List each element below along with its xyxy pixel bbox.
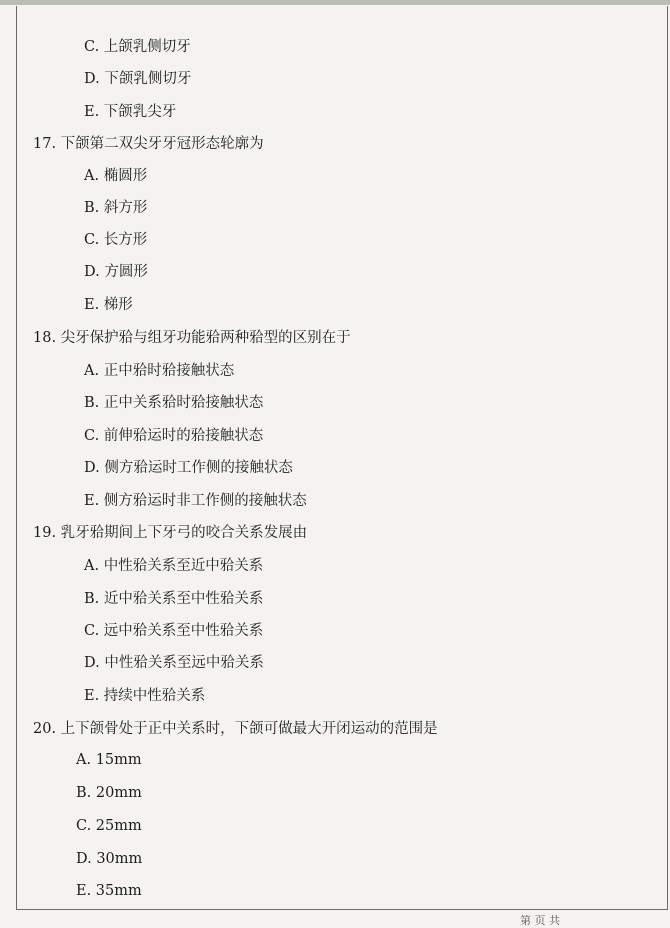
page-border-bottom bbox=[16, 909, 668, 910]
page-footer: 第 页 共 bbox=[520, 914, 560, 927]
option-17b: B. 斜方形 bbox=[84, 200, 148, 216]
option-17d: D. 方圆形 bbox=[84, 264, 148, 280]
page-border-left bbox=[16, 6, 17, 910]
option-18a: A. 正中𬌗时𬌗接触状态 bbox=[84, 363, 235, 379]
option-20d: D. 30mm bbox=[76, 851, 143, 867]
page-border-right bbox=[667, 6, 668, 910]
option-18c: C. 前伸𬌗运时的𬌗接触状态 bbox=[84, 428, 264, 444]
question-17: 17. 下颌第二双尖牙牙冠形态轮廓为 bbox=[33, 136, 264, 152]
option-20a: A. 15mm bbox=[76, 752, 142, 768]
option-17c: C. 长方形 bbox=[84, 232, 148, 248]
option-19b: B. 近中𬌗关系至中性𬌗关系 bbox=[84, 591, 264, 607]
question-18: 18. 尖牙保护𬌗与组牙功能𬌗两种𬌗型的区别在于 bbox=[33, 330, 351, 346]
scan-top-edge bbox=[0, 0, 670, 5]
option-16e: E. 下颌乳尖牙 bbox=[84, 104, 177, 120]
option-19e: E. 持续中性𬌗关系 bbox=[84, 688, 206, 704]
option-16c: C. 上颌乳侧切牙 bbox=[84, 39, 191, 55]
option-19d: D. 中性𬌗关系至远中𬌗关系 bbox=[84, 655, 264, 671]
option-20e: E. 35mm bbox=[76, 883, 142, 899]
option-17a: A. 椭圆形 bbox=[84, 168, 148, 184]
option-20c: C. 25mm bbox=[76, 818, 142, 834]
option-16d: D. 下颌乳侧切牙 bbox=[84, 71, 192, 87]
question-20: 20. 上下颌骨处于正中关系时，下颌可做最大开闭运动的范围是 bbox=[33, 721, 438, 737]
option-19c: C. 远中𬌗关系至中性𬌗关系 bbox=[84, 623, 264, 639]
question-19: 19. 乳牙𬌗期间上下牙弓的咬合关系发展由 bbox=[33, 525, 308, 541]
option-18d: D. 侧方𬌗运时工作侧的接触状态 bbox=[84, 460, 293, 476]
option-17e: E. 梯形 bbox=[84, 297, 133, 313]
option-20b: B. 20mm bbox=[76, 785, 142, 801]
option-18b: B. 正中关系𬌗时𬌗接触状态 bbox=[84, 395, 264, 411]
option-18e: E. 侧方𬌗运时非工作侧的接触状态 bbox=[84, 493, 307, 509]
option-19a: A. 中性𬌗关系至近中𬌗关系 bbox=[84, 558, 264, 574]
